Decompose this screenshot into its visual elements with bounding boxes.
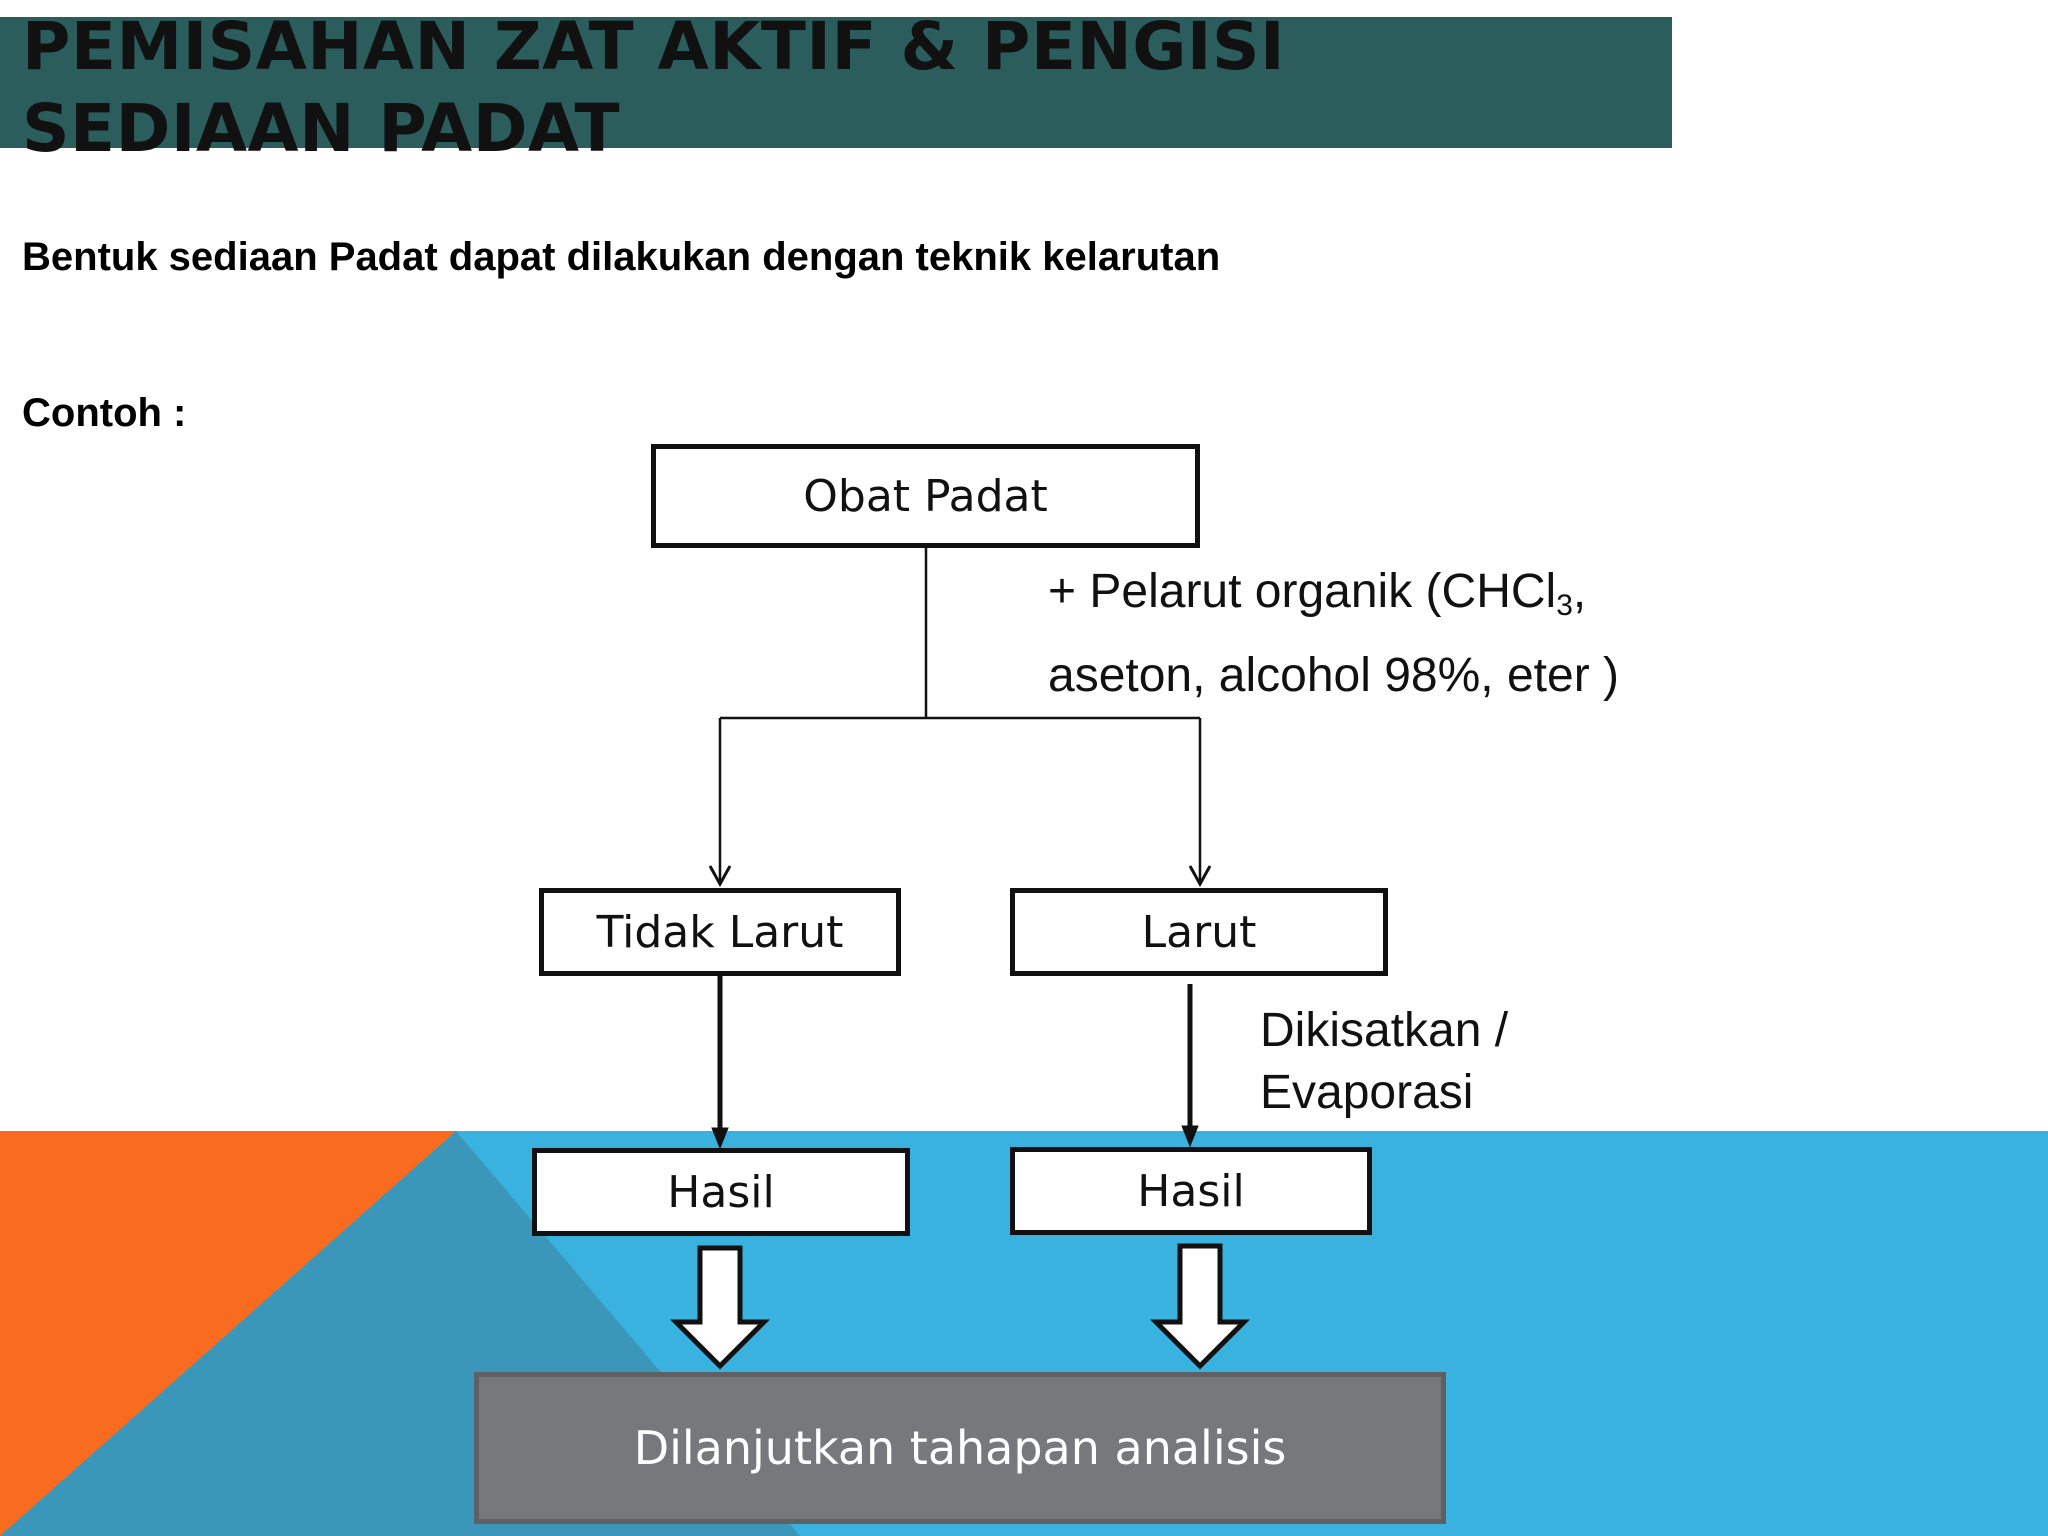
slide-title: PEMISAHAN ZAT AKTIF & PENGISI SEDIAAN PADAT bbox=[22, 8, 1286, 167]
node-hasil-right: Hasil bbox=[1010, 1147, 1372, 1235]
block-arrow-left bbox=[676, 1248, 764, 1366]
evaporation-annotation bbox=[1260, 1000, 1508, 1124]
node-larut: Larut bbox=[1010, 888, 1388, 976]
solvent-annotation bbox=[1048, 557, 1619, 711]
arrowhead-hasil-right bbox=[1182, 1126, 1198, 1146]
solvent-subscript: 3 bbox=[1556, 589, 1573, 622]
slide-subtitle: Bentuk sediaan Padat dapat dilakukan dengan teknik kelarutan bbox=[22, 235, 1221, 279]
evaporation-annotation-line2: Evaporasi bbox=[1260, 1066, 1474, 1119]
solvent-annotation-line2: aseton, alcohol 98%, eter ) bbox=[1048, 649, 1620, 702]
solvent-annotation-line1 bbox=[1048, 557, 1619, 641]
example-label: Contoh : bbox=[22, 391, 187, 435]
solvent-prefix: + Pelarut organik (CHCl bbox=[1048, 565, 1557, 618]
node-hasil-left: Hasil bbox=[532, 1148, 910, 1236]
node-obat-padat: Obat Padat bbox=[651, 444, 1200, 548]
evaporation-annotation-line1: Dikisatkan / bbox=[1260, 1004, 1509, 1057]
arrowhead-hasil-left bbox=[712, 1128, 728, 1148]
node-tidak-larut: Tidak Larut bbox=[539, 888, 901, 976]
solvent-suffix: , bbox=[1572, 565, 1587, 618]
block-arrow-right bbox=[1156, 1246, 1244, 1366]
node-analysis: Dilanjutkan tahapan analisis bbox=[474, 1372, 1446, 1524]
